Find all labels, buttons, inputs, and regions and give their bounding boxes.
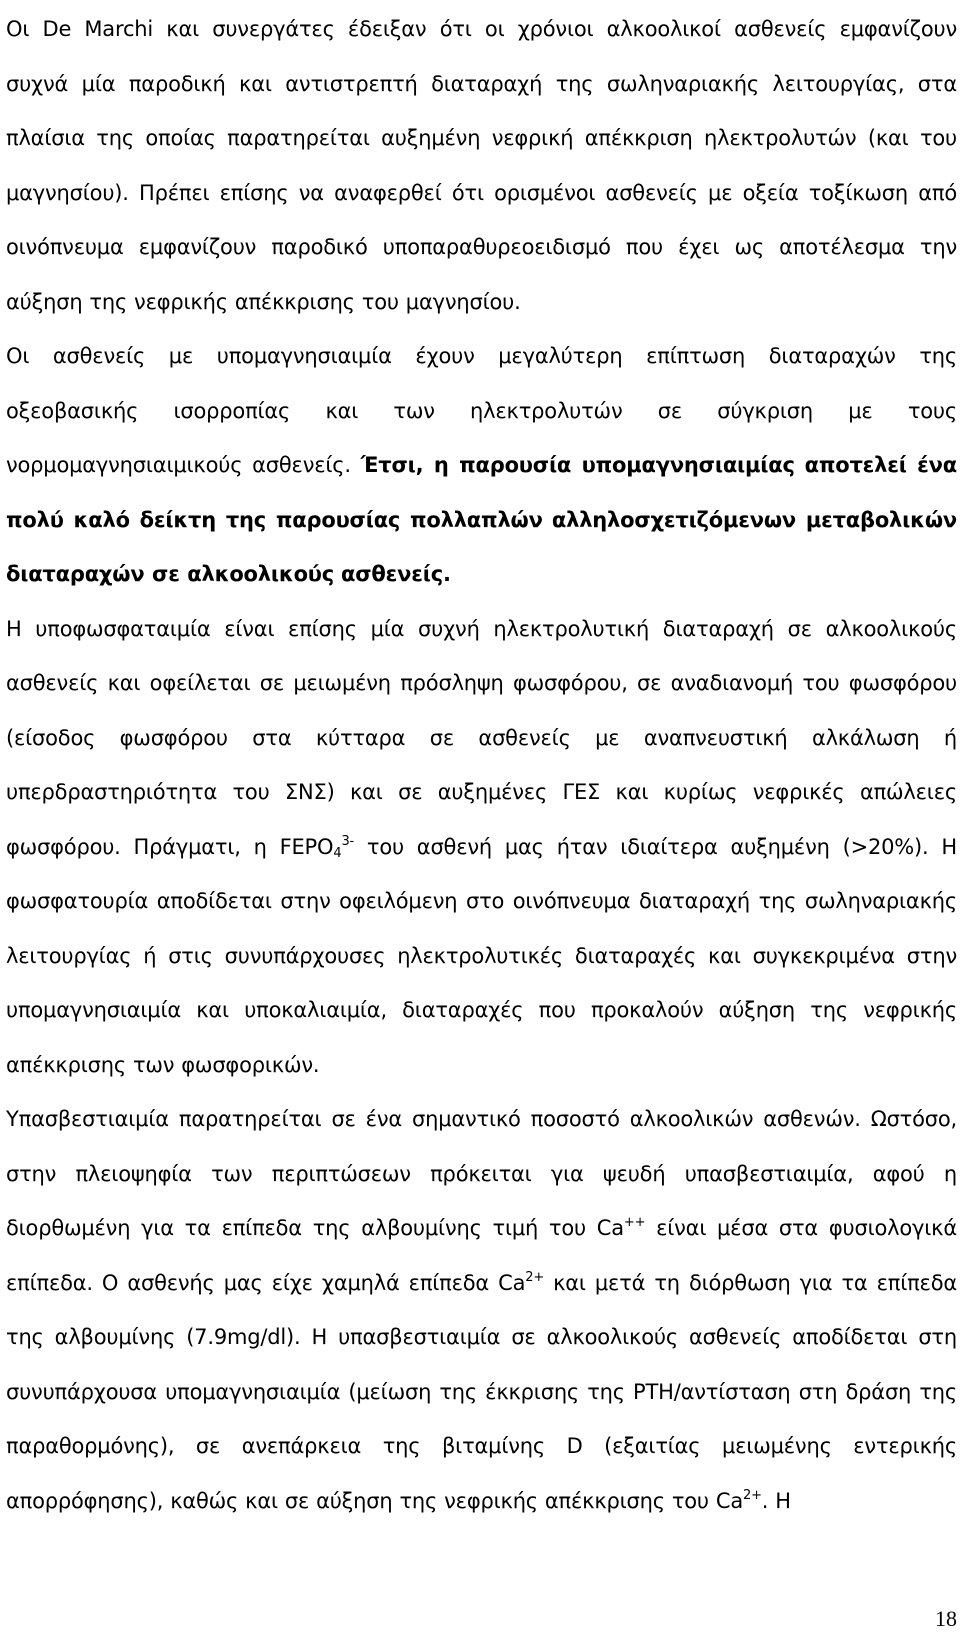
text-line: αναπνευστική αλκάλωση ή υπερδραστηριότητα του ΣΝΣ) και σε αυξημένες ΓΕΣ (6, 725, 957, 804)
bold-text: Έτσι, η παρουσία υπομαγνησιαιμίας (360, 453, 795, 477)
superscript: 3- (341, 833, 354, 849)
text-line: ήταν ιδιαίτερα αυξημένη (>20%). Η φωσφατουρία αποδίδεται στην οφειλόμενη (6, 834, 957, 913)
text-line: νεφρικής απέκκρισης των φωσφορικών. (6, 998, 957, 1077)
paragraph-hypophosphatemia (6, 602, 957, 1093)
page-number: 18 (935, 1606, 957, 1631)
text-line: Ca (498, 1270, 526, 1295)
paragraph-hypocalcemia (6, 1092, 957, 1528)
body-text (6, 0, 957, 1528)
superscript: 2+ (525, 1269, 545, 1285)
text-line: είναι μέσα στα φυσιολογικά επίπεδα. Ο ασθενής μας είχε χαμηλά επίπεδα (6, 1216, 957, 1295)
subscript: 4 (333, 845, 342, 861)
text-line: παραθορμόνης), σε ανεπάρκεια της βιταμίνης D (εξαιτίας μειωμένης εντερικής (6, 1434, 957, 1458)
text-line: υπομαγνησιαιμία (μείωση της έκκρισης της PTH/αντίσταση στη δράση της (165, 1379, 957, 1404)
text-line: λειτουργίας, στα πλαίσια της οποίας παρατηρείται αυξημένη νεφρική απέκκριση (6, 71, 957, 150)
text-line: υποπαραθυρεοειδισμό που έχει ως αποτέλεσμα την αύξηση της νεφρικής (6, 235, 958, 314)
text-line: ασθενείς με οξεία τοξίκωση από οινόπνευμα εμφανίζουν παροδικό (6, 180, 958, 259)
text-line: Ca (596, 1216, 624, 1240)
text-line: και κυρίως νεφρικές απώλειες φωσφόρου. Πράγματι, η FEPO (6, 780, 957, 859)
superscript: ++ (623, 1215, 646, 1230)
superscript: 2+ (743, 1487, 762, 1503)
text-line: υπασβεστιαιμία σε αλκοολικούς ασθενείς αποδίδεται στη συνυπάρχουσα (6, 1325, 957, 1404)
bold-text: αλληλοσχετιζόμενων μεταβολικών διαταραχών σε αλκοολικούς (6, 507, 957, 586)
text-line: Οι De Marchi και συνεργάτες έδειξαν ότι οι χρόνιοι αλκοολικοί ασθενείς (6, 17, 827, 41)
text-line: συνυπάρχουσες ηλεκτρολυτικές διαταραχές και συγκεκριμένα στην (224, 943, 957, 968)
text-line: του ασθενή μας (354, 834, 544, 859)
text-line: εμφανίζουν συχνά μία παροδική και αντιστρεπτή διαταραχή της σωληναριακής (6, 17, 957, 96)
text-line: Ωστόσο, στην πλειοψηφία των περιπτώσεων πρόκειται για ψευδή (6, 1107, 957, 1186)
text-line: και μετά τη διόρθωση για τα επίπεδα της αλβουμίνης (7.9mg/dl). Η (6, 1270, 957, 1349)
text-line: υπασβεστιαιμία, αφού η διορθωμένη για τα επίπεδα της αλβουμίνης τιμή του (6, 1161, 958, 1240)
text-line: αλκοολικούς ασθενείς και οφείλεται σε μειωμένη πρόσληψη φωσφόρου, σε (6, 616, 957, 695)
text-line: αναδιανομή του φωσφόρου (είσοδος φωσφόρου στα κύτταρα σε ασθενείς με (6, 671, 957, 750)
document-page (6, 0, 957, 1648)
text-line: απέκκρισης του μαγνησίου. (234, 289, 521, 314)
bold-text: ασθενείς. (341, 562, 451, 586)
text-line: υπομαγνησιαιμία και υποκαλιαιμία, διαταραχές που προκαλούν αύξηση της (6, 998, 848, 1022)
paragraph-hypomagnesemia (6, 329, 957, 602)
text-line: απορρόφησης), καθώς και σε αύξηση της νεφρικής απέκκρισης του Ca (6, 1488, 743, 1513)
paragraph-renal-magnesium (6, 2, 957, 329)
text-line: οξεοβασικής ισορροπίας και των ηλεκτρολυτών σε σύγκριση με τους (6, 398, 957, 423)
text-line: Η υποφωσφαταιμία είναι επίσης μία συχνή ηλεκτρολυτική διαταραχή σε (6, 616, 812, 641)
text-line: νορμομαγνησιαιμικούς ασθενείς. (6, 453, 351, 477)
text-line: Οι ασθενείς με υπομαγνησιαιμία έχουν μεγαλύτερη επίπτωση διαταραχών της (6, 344, 957, 368)
bold-text: αποτελεί ένα πολύ καλό δείκτη της παρουσίας πολλαπλών (6, 453, 958, 532)
text-line: στο οινόπνευμα διαταραχή της σωληναριακής λειτουργίας ή στις (6, 889, 957, 968)
text-line: Υπασβεστιαιμία παρατηρείται σε ένα σημαντικό ποσοστό αλκοολικών ασθενών. (6, 1107, 861, 1131)
text-line: . Η (761, 1488, 791, 1513)
text-line: ηλεκτρολυτών (και του μαγνησίου). Πρέπει επίσης να αναφερθεί ότι ορισμένοι (6, 126, 957, 205)
